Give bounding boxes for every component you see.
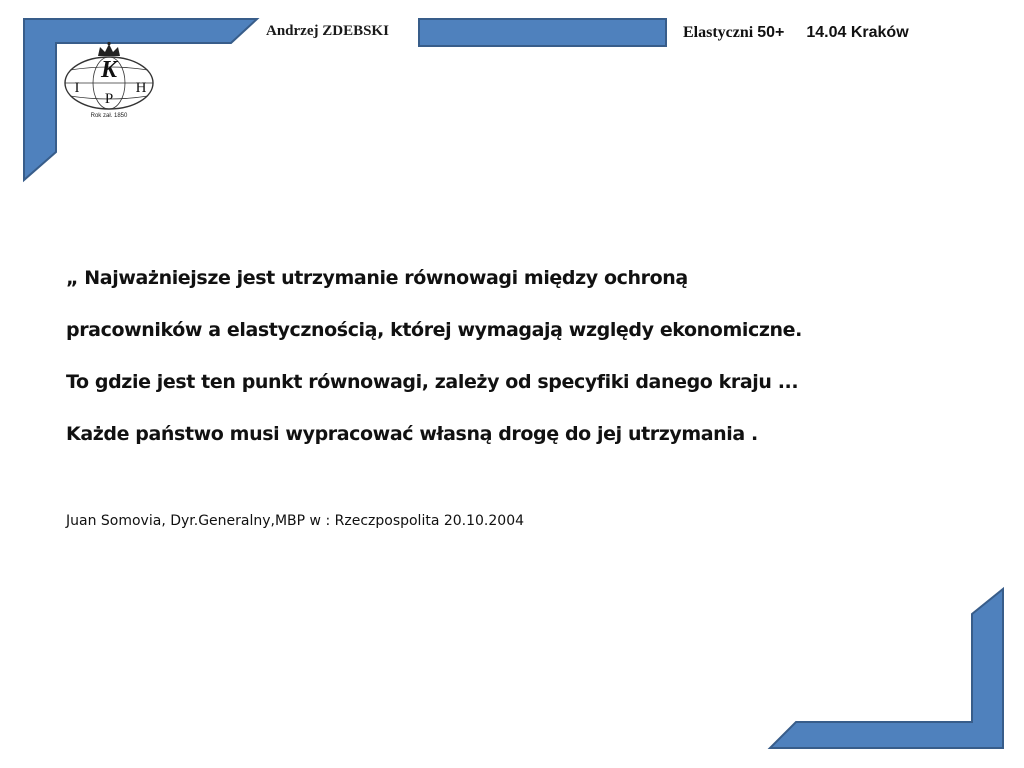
logo-letter-h: H xyxy=(135,80,147,96)
event-series: Elastyczni xyxy=(683,24,754,41)
logo-letter-i: I xyxy=(74,80,80,96)
bottom-right-corner-bracket xyxy=(770,589,1003,748)
author-name: Andrzej ZDEBSKI xyxy=(266,23,389,39)
quote-line: pracowników a elastycznością, której wymagają względy ekonomiczne. xyxy=(66,319,802,341)
logo-letter-p: P xyxy=(104,91,114,107)
quote-line: To gdzie jest ten punkt równowagi, zależy od specyfiki danego kraju ... xyxy=(66,371,799,393)
event-date-place: 14.04 Kraków xyxy=(806,24,909,41)
quote-citation: Juan Somovia, Dyr.Generalny,MBP w : Rzeczpospolita 20.10.2004 xyxy=(66,513,525,529)
event-series-number: 50+ xyxy=(757,24,785,41)
quote-line: „ Najważniejsze jest utrzymanie równowagi między ochroną xyxy=(66,267,688,289)
quote-line: Każde państwo musi wypracować własną drogę do jej utrzymania . xyxy=(66,423,758,445)
quote-block xyxy=(66,258,966,466)
event-header xyxy=(683,24,909,42)
logo-letter-k: K xyxy=(100,57,118,83)
logo-caption: Rok zał. 1850 xyxy=(90,113,128,119)
header-bar xyxy=(419,19,666,46)
iph-logo xyxy=(62,40,156,120)
crown-icon xyxy=(98,42,120,56)
